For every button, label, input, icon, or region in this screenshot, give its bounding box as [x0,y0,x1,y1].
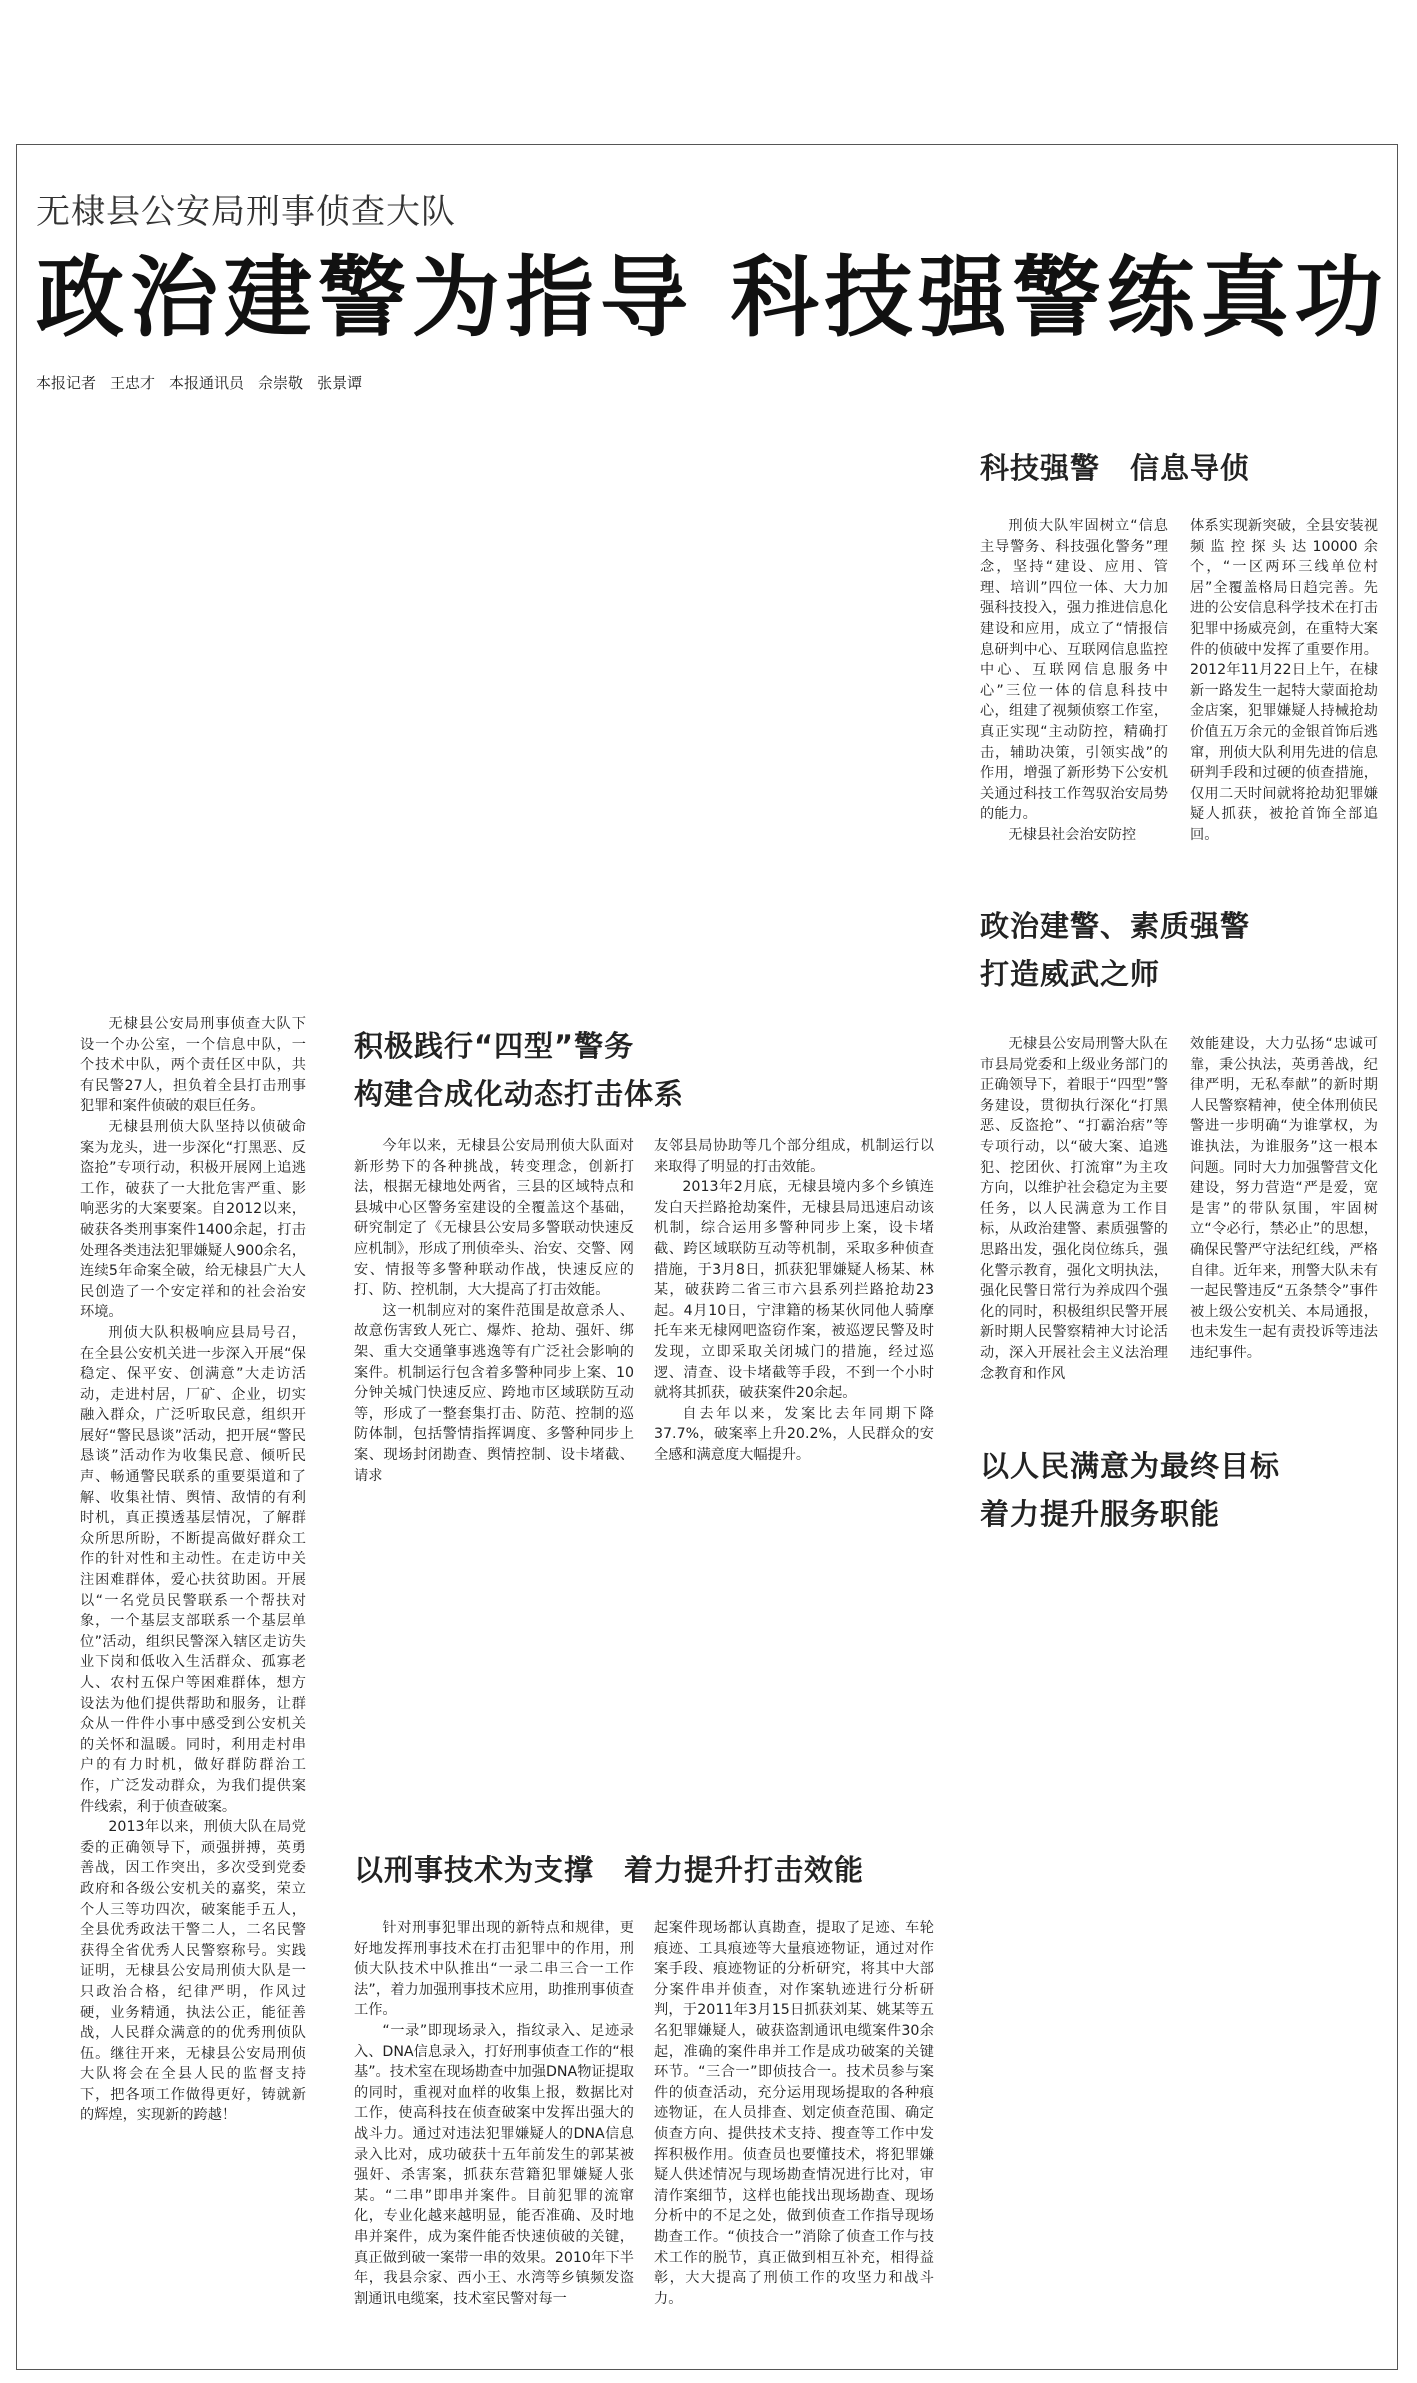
byline-name-2: 佘崇敬 [258,374,304,392]
column-tech-b: 体系实现新突破，全县安装视频监控探头达10000余个，“一区两环三线单位村居”全覆盖格局日趋完善。先进的公安信息科学技术在打击犯罪中扬威亮剑，在重特大案件的侦破中发挥了重要作用。2012年11月22日上午，在棣新一路发生一起特大蒙面抢劫金店案，犯罪嫌疑人持械抢劫价值五万余元的金银首饰后逃窜，刑侦大队利用先进的信息研判手段和过硬的侦查措施，仅用二天时间就将抢劫犯罪嫌疑人抓获，被抢首饰全部追回。 [1190,518,1378,843]
column-left: 无棣县公安局刑事侦查大队下设一个办公室，一个信息中队，一个技术中队，两个责任区中队，共有民警27人，担负着全县打击刑事犯罪和案件侦破的艰巨任务。 无棣县刑侦大队坚持以侦破命案为龙头，进一步深化“打黑恶、反盗抢”专项行动，积极开展网上追逃工作，破获了一大批危害严重、影响恶劣的大案要案。自2012以来，破获各类刑事案件1400余起，打击处理各类违法犯罪嫌疑人900余名，连续5年命案全破，给无棣县广大人民创造了一个安定祥和的社会治安环境。 刑侦大队积极响应县局号召，在全县公安机关进一步深入开展“保稳定、保平安、创满意”大走访活动，走进村居，厂矿、企业，切实融入群众，广泛听取民意，组织开展好“警民恳谈”活动，把开展“警民恳谈”活动作为收集民意、倾听民声、畅通警民联系的重要渠道和了解、收集社情、舆情、敌情的有利时机，真正摸透基层情况，了解群众所思所盼，不断提高做好群众工作的针对性和主动性。在走访中关注困难群体，爱心扶贫助困。开展以“一名党员民警联系一个帮扶对象，一个基层支部联系一个基层单位”活动，组织民警深入辖区走访失业下岗和低收入生活群众、孤寡老人、农村五保户等困难群体，想方设法为他们提供帮助和服务，让群众从一件件小事中感受到公安机关的关怀和温暖。同时，利用走村串户的有力时机，做好群防群治工作，广泛发动群众，为我们提供案件线索，利于侦查破案。 2013年以来，刑侦大队在局党委的正确领导下，顽强拼搏，英勇善战，因工作突出，多次受到党委政府和各级公安机关的嘉奖，荣立个人三等功四次，破案能手五人，全县优秀政法干警二人，二名民警获得全省优秀人民警察称号。实践证明，无棣县公安局刑侦大队是一只政治合格，纪律严明，作风过硬，业务精通，执法公正，能征善战，人民群众满意的的优秀刑侦队伍。继往开来，无棣县公安局刑侦大队将会在全县人民的监督支持下，把各项工作做得更好，铸就新的辉煌，实现新的跨越！ [80,1016,306,2124]
subhead-politics: 政治建警、素质强警 打造威武之师 [980,909,1251,991]
subhead-people: 以人民满意为最终目标 着力提升服务职能 [980,1449,1281,1531]
column-fourtype-b: 友邻县局协助等几个部分组成，机制运行以来取得了明显的打击效能。 2013年2月底，无棣县境内多个乡镇连发白天拦路抢劫案件，无棣县局迅速启动该机制，综合运用多警种同步上案，设卡堵截、跨区域联防互动等机制，采取多种侦查措施，于3月8日，抓获犯罪嫌疑人杨某、林某，破获跨二省三市六县系列拦路抢劫23起。4月10日，宁津籍的杨某伙同他人骑摩托车来无棣网吧盗窃作案，被巡逻民警及时发现，立即采取关闭城门的措施，经过巡逻、清查、设卡堵截等手段，不到一个小时就将其抓获，破获案件20余起。 自去年以来，发案比去年同期下降37.7%，破案率上升20.2%，人民群众的安全感和满意度大幅提升。 [654,1138,934,1463]
byline-name-1: 王忠才 [110,374,156,392]
column-politics-a: 无棣县公安局刑警大队在市县局党委和上级业务部门的正确领导下，着眼于“四型”警务建设，贯彻执行深化“打黑恶、反盗抢”、“打霸治痞”等专项行动，以“破大案、追逃犯、挖团伙、打流窜”为主攻方向，以维护社会稳定为主要任务，以人民满意为工作目标，从政治建警、素质强警的思路出发，强化岗位练兵，强化警示教育，强化文明执法，强化民警日常行为养成四个强化的同时，积极组织民警开展新时期人民警察精神大讨论活动，深入开展社会主义法治理念教育和作风 [980,1036,1168,1382]
byline [36,372,376,393]
column-forensic-b: 起案件现场都认真勘查，提取了足迹、车轮痕迹、工具痕迹等大量痕迹物证，通过对作案手段、痕迹物证的分析研究，将其中大部分案件串并侦查，对作案轨迹进行分析研判，于2011年3月15日抓获刘某、姚某等五名犯罪嫌疑人，破获盗割通讯电缆案件30余起，准确的案件串并工作是成功破案的关键环节。“三合一”即侦技合一。技术员参与案件的侦查活动，充分运用现场提取的各种痕迹物证，在人员排查、划定侦查范围、确定侦查方向、提供技术支持、搜查等工作中发挥积极作用。侦查员也要懂技术，将犯罪嫌疑人供述情况与现场勘查情况进行比对，审清作案细节，这样也能找出现场勘查、现场分析中的不足之处，做到侦查工作指导现场勘查工作。“侦技合一”消除了侦查工作与技术工作的脱节，真正做到相互补充，相得益彰，大大提高了刑侦工作的攻坚力和战斗力。 [654,1920,934,2307]
byline-role-correspondent: 本报通讯员 [169,374,245,392]
column-fourtype-a: 今年以来，无棣县公安局刑侦大队面对新形势下的各种挑战，转变理念，创新打法，根据无棣地处两省，三县的区域特点和县城中心区警务室建设的全覆盖这个基础，研究制定了《无棣县公安局多警联动快速反应机制》，形成了刑侦牵头、治安、交警、网安、情报等多警种联动作战，快速反应的打、防、控机制，大大提高了打击效能。 这一机制应对的案件范围是故意杀人、故意伤害致人死亡、爆炸、抢劫、强奸、绑架、重大交通肇事逃逸等有广泛社会影响的案件。机制运行包含着多警种同步上案、10分钟关城门快速反应、跨地市区域联防互动等，形成了一整套集打击、防范、控制的巡防体制，包括警情指挥调度、多警种同步上案、现场封闭勘查、舆情控制、设卡堵截、请求 [354,1138,634,1484]
column-tech-a: 刑侦大队牢固树立“信息主导警务、科技强化警务”理念，坚持“建设、应用、管理、培训”四位一体、大力加强科技投入，强力推进信息化建设和应用，成立了“情报信息研判中心、互联网信息监控中心、互联网信息服务中心”三位一体的信息科技中心，组建了视频侦察工作室，真正实现“主动防控，精确打击，辅助决策，引领实战”的作用，增强了新形势下公安机关通过科技工作驾驭治安局势的能力。 无棣县社会治安防控 [980,518,1168,843]
byline-role-reporter: 本报记者 [36,374,97,392]
column-forensic-a: 针对刑事犯罪出现的新特点和规律，更好地发挥刑事技术在打击犯罪中的作用，刑侦大队技术中队推出“一录二串三合一工作法”，着力加强刑事技术应用，助推刑事侦查工作。 “一录”即现场录入，指纹录入、足迹录入、DNA信息录入，打好刑事侦查工作的“根基”。技术室在现场勘查中加强DNA物证提取的同时，重视对血样的收集上报，数据比对工作，使高科技在侦查破案中发挥出强大的战斗力。通过对违法犯罪嫌疑人的DNA信息录入比对，成功破获十五年前发生的郭某被强奸、杀害案，抓获东营籍犯罪嫌疑人张某。“二串”即串并案件。目前犯罪的流窜化，专业化越来越明显，能否准确、及时地串并案件，成为案件能否快速侦破的关键，真正做到破一案带一串的效果。2010年下半年，我县佘家、西小王、水湾等乡镇频发盗割通讯电缆案，技术室民警对每一 [354,1920,634,2307]
subhead-tech: 科技强警 信息导侦 [980,451,1251,485]
column-politics-b: 效能建设，大力弘扬“忠诚可靠，秉公执法，英勇善战，纪律严明，无私奉献”的新时期人民警察精神，使全体刑侦民警进一步明确“为谁掌权，为谁执法，为谁服务”这一根本问题。同时大力加强警营文化建设，努力营造“严是爱，宽是害”的带队氛围，牢固树立“令必行，禁必止”的思想，确保民警严守法纪红线，严格自律。近年来，刑警大队未有一起民警违反“五条禁令”事件被上级公安机关、本局通报，也未发生一起有责投诉等违法违纪事件。 [1190,1036,1378,1361]
byline-name-3: 张景谭 [317,374,363,392]
kicker: 无棣县公安局刑事侦查大队 [36,192,456,232]
subhead-fourtype: 积极践行“四型”警务 构建合成化动态打击体系 [354,1029,685,1111]
headline: 政治建警为指导 科技强警练真功 [36,246,1389,349]
subhead-forensic: 以刑事技术为支撑 着力提升打击效能 [354,1853,865,1887]
